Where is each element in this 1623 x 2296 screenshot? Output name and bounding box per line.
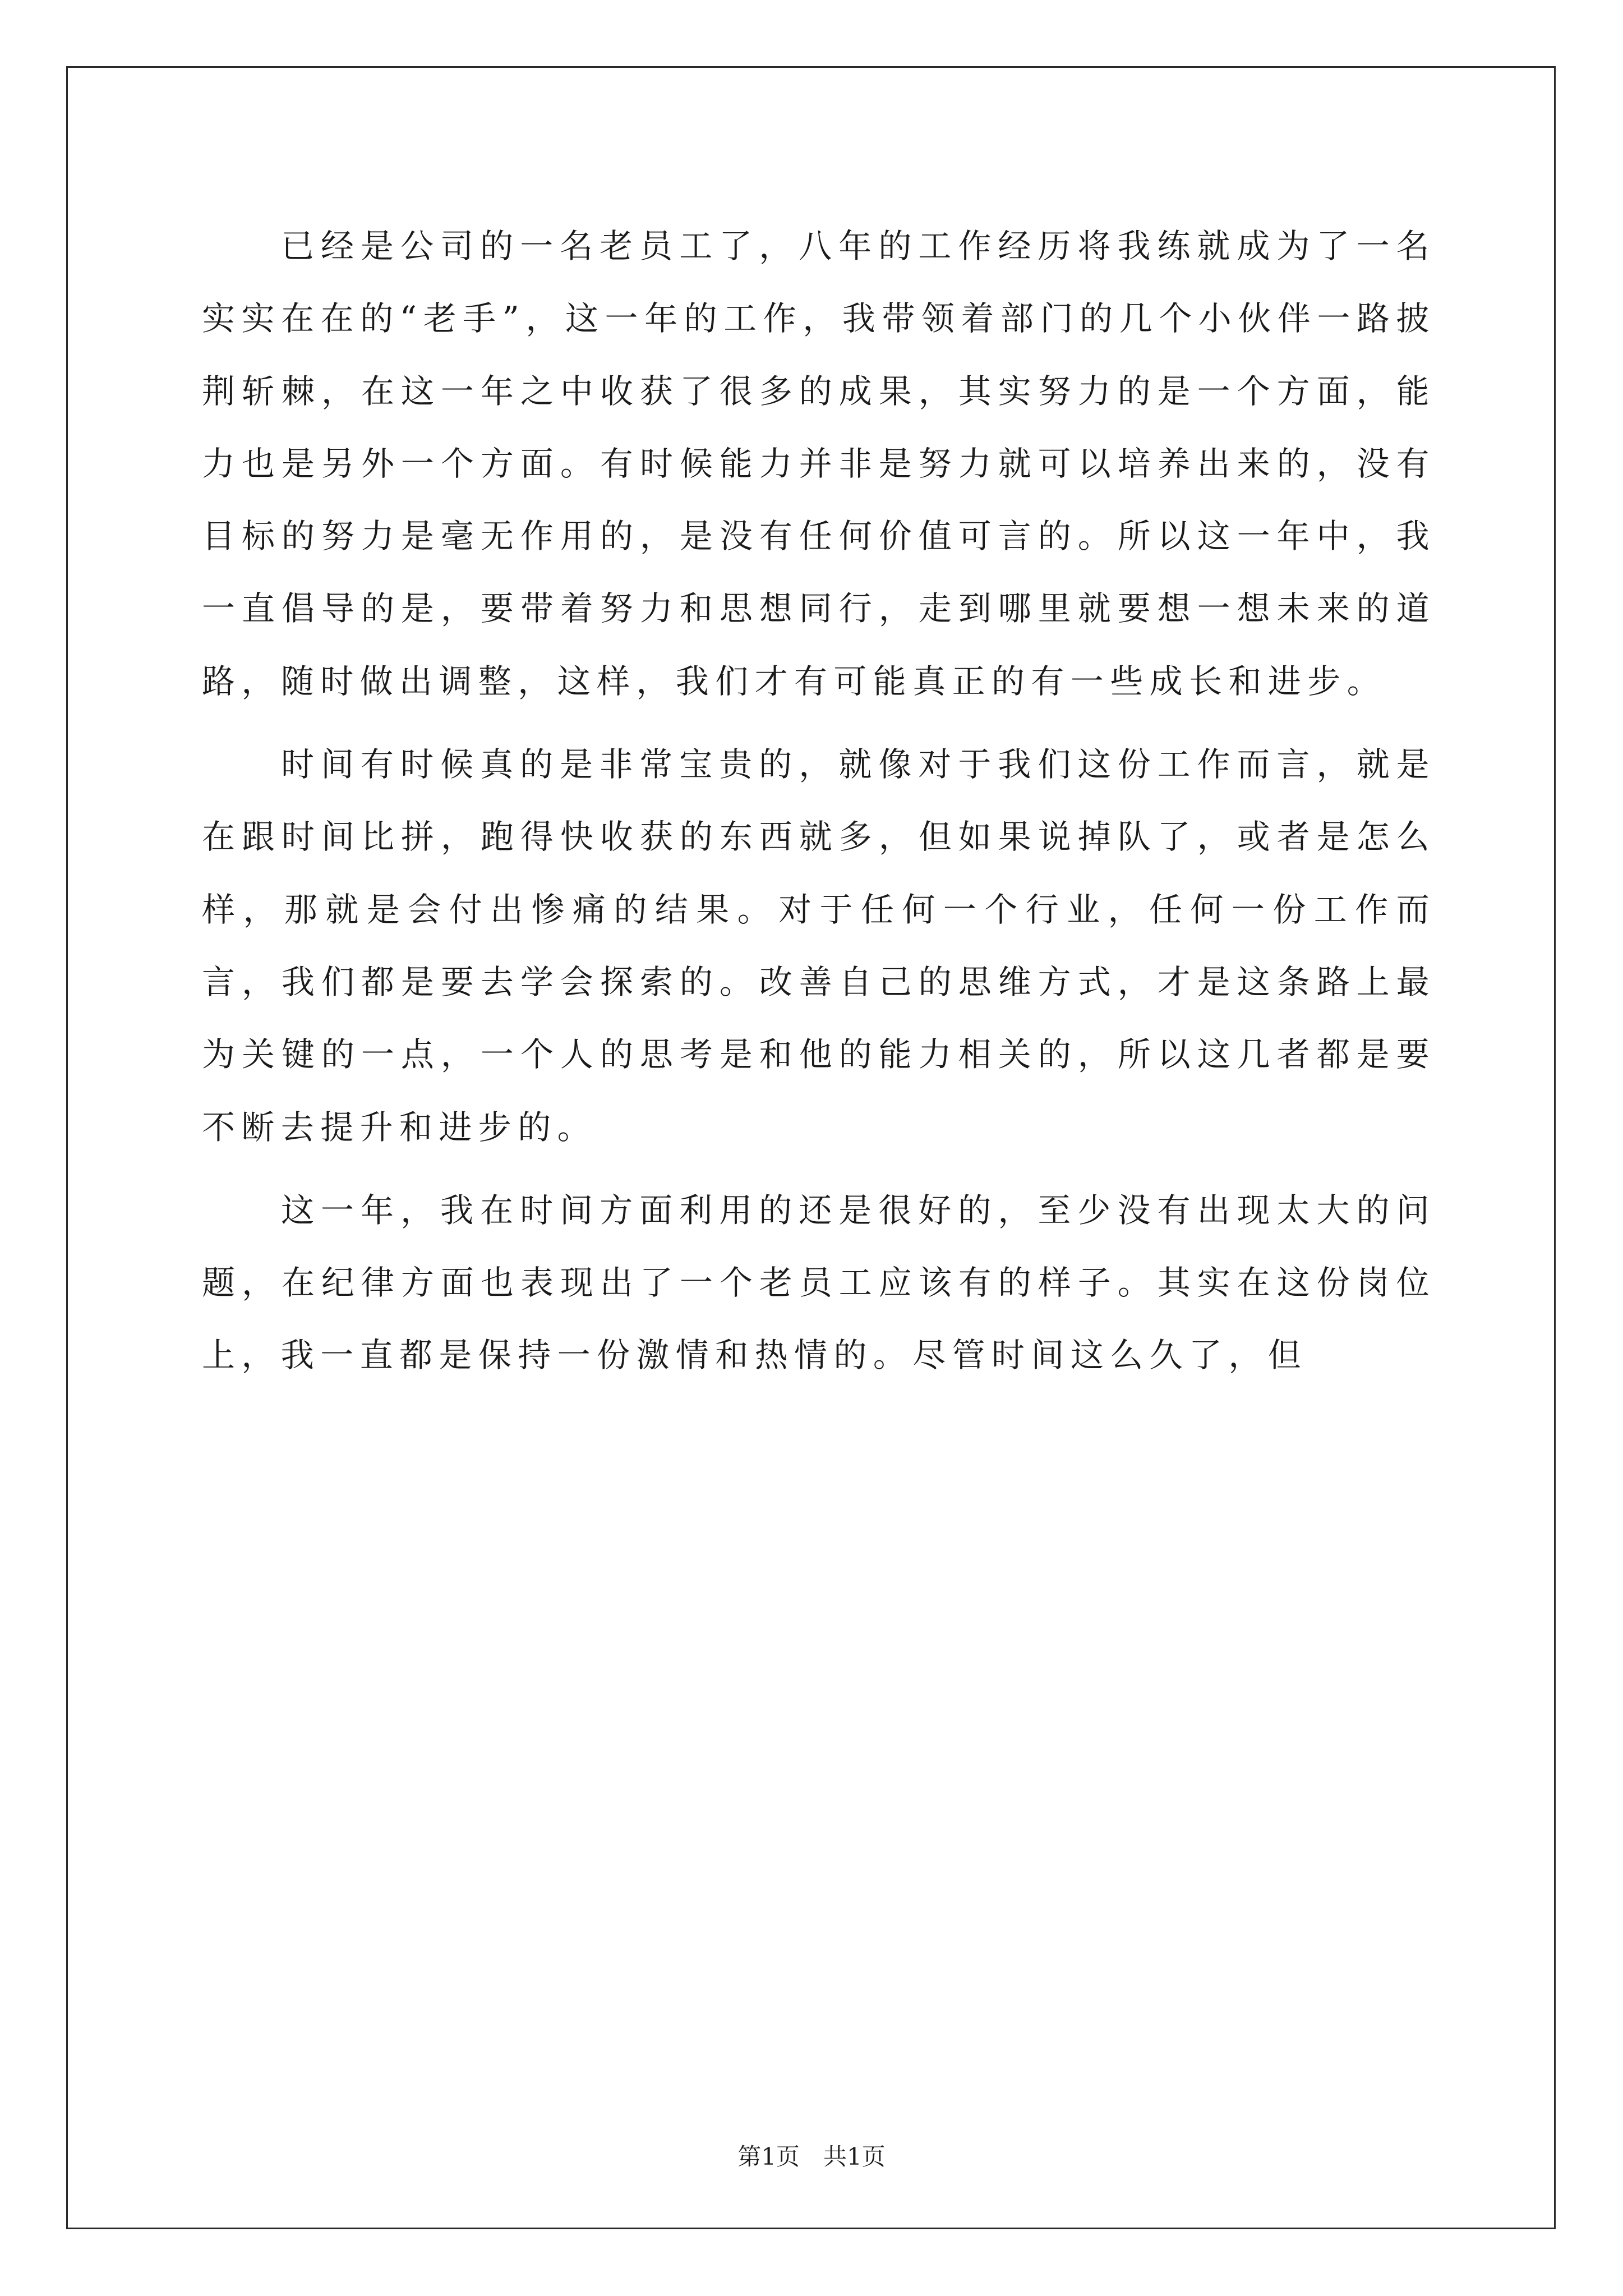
document-body bbox=[202, 210, 1436, 1402]
page-number: 第1页 共1页 bbox=[737, 2143, 886, 2170]
page-footer bbox=[0, 2141, 1623, 2173]
paragraph-1: 已经是公司的一名老员工了，八年的工作经历将我练就成为了一名实实在在的“老手”，这一年的工作，我带领着部门的几个小伙伴一路披荆斩棘，在这一年之中收获了很多的成果，其实努力的是一个方面，能力也是另外一个方面。有时候能力并非是努力就可以培养出来的，没有目标的努力是毫无作用的，是没有任何价值可言的。所以这一年中，我一直倡导的是，要带着努力和思想同行，走到哪里就要想一想未来的道路，随时做出调整，这样，我们才有可能真正的有一些成长和进步。 bbox=[202, 227, 1436, 701]
paragraph-2: 时间有时候真的是非常宝贵的，就像对于我们这份工作而言，就是在跟时间比拼，跑得快收获的东西就多，但如果说掉队了，或者是怎么样，那就是会付出惨痛的结果。对于任何一个行业，任何一份工作而言，我们都是要去学会探索的。改善自己的思维方式，才是这条路上最为关键的一点，一个人的思考是和他的能力相关的，所以这几者都是要不断去提升和进步的。 bbox=[202, 745, 1436, 1147]
paragraph-3: 这一年，我在时间方面利用的还是很好的，至少没有出现太大的问题，在纪律方面也表现出了一个老员工应该有的样子。其实在这份岗位上，我一直都是保持一份激情和热情的。尽管时间这么久了，但 bbox=[202, 1190, 1436, 1375]
